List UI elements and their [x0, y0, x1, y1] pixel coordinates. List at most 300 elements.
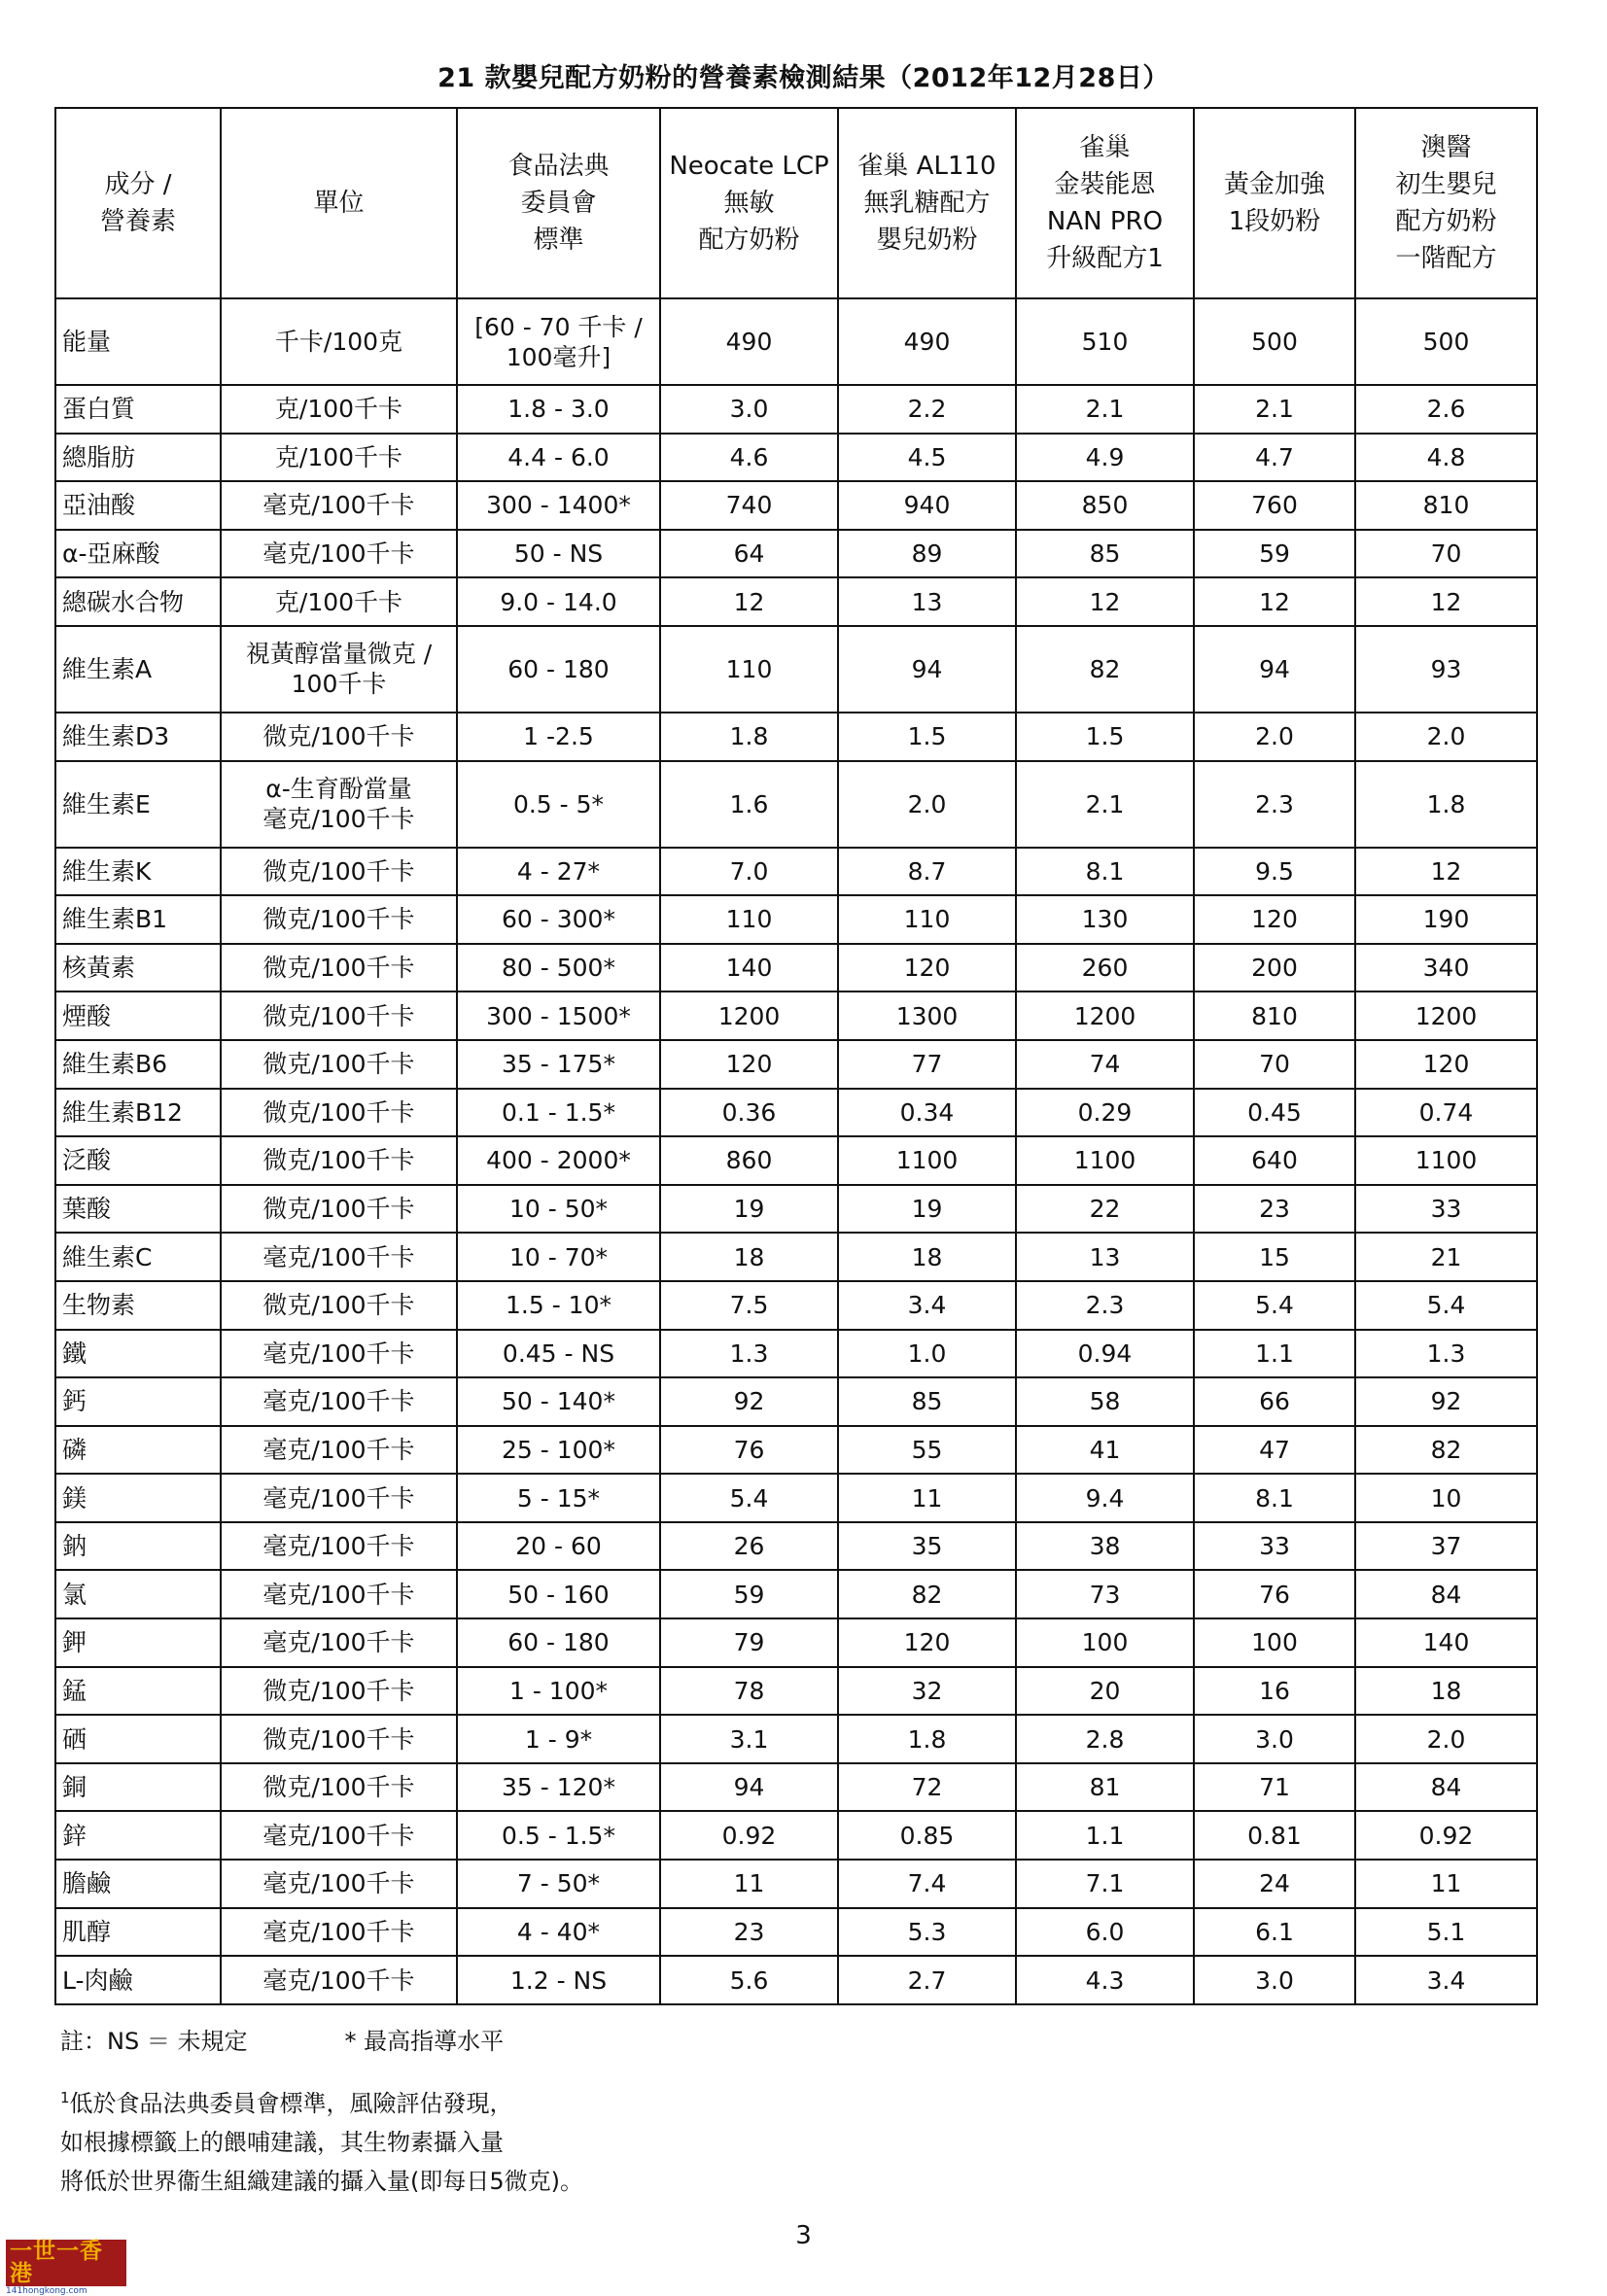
table-row: [55, 298, 1537, 385]
column-header: [1355, 108, 1537, 298]
value-cell: 7.1: [1016, 1860, 1194, 1908]
unit-cell: [221, 1474, 457, 1522]
nutrient-name: 煙酸: [55, 991, 221, 1040]
standard-cell: [457, 577, 660, 626]
value-cell: 110: [660, 895, 838, 944]
value-cell: 100: [1194, 1618, 1355, 1667]
value-cell: 76: [1194, 1570, 1355, 1618]
nutrient-name: L-肉鹼: [55, 1956, 221, 2004]
cell-line: 雀巢 AL110: [857, 152, 996, 181]
table-row: [55, 713, 1537, 761]
watermark-site: 141hongkong.com: [6, 2286, 87, 2296]
cell-line: 雀巢: [1079, 133, 1131, 162]
value-cell: 200: [1194, 944, 1355, 992]
table-row: [55, 577, 1537, 626]
value-cell: 21: [1355, 1233, 1537, 1281]
cell-line: 4.4 - 6.0: [507, 442, 610, 471]
value-cell: 12: [1355, 848, 1537, 896]
value-cell: 84: [1355, 1570, 1537, 1618]
value-cell: 13: [838, 577, 1016, 626]
value-cell: 8.1: [1194, 1474, 1355, 1522]
watermark-logo: [6, 2239, 126, 2296]
unit-cell: [221, 1185, 457, 1234]
value-cell: 130: [1016, 895, 1194, 944]
value-cell: 110: [660, 626, 838, 713]
standard-cell: [457, 1089, 660, 1137]
value-cell: 10: [1355, 1474, 1537, 1522]
value-cell: 5.4: [1194, 1281, 1355, 1330]
footnote-line: 低於食品法典委員會標準，風險評估發現，: [69, 2090, 513, 2117]
column-header: [838, 108, 1016, 298]
standard-cell: [457, 1185, 660, 1234]
value-cell: 5.3: [838, 1908, 1016, 1957]
column-header: [660, 108, 838, 298]
value-cell: 12: [1016, 577, 1194, 626]
nutrient-name: 亞油酸: [55, 481, 221, 530]
value-cell: 1200: [1016, 991, 1194, 1040]
cell-line: 0.45 - NS: [502, 1339, 615, 1368]
value-cell: 1.6: [660, 761, 838, 848]
cell-line: 微克/100千卡: [262, 856, 415, 886]
cell-line: 克/100千卡: [274, 442, 403, 471]
table-row: [55, 1426, 1537, 1475]
nutrient-name: 核黃素: [55, 944, 221, 992]
value-cell: 500: [1355, 298, 1537, 385]
standard-cell: [457, 1956, 660, 2004]
value-cell: 3.0: [1194, 1715, 1355, 1763]
standard-cell: [457, 1330, 660, 1378]
nutrient-name: 鈉: [55, 1522, 221, 1571]
value-cell: 70: [1355, 530, 1537, 578]
standard-cell: [457, 1715, 660, 1763]
value-cell: 1100: [838, 1136, 1016, 1185]
value-cell: 24: [1194, 1860, 1355, 1908]
cell-line: 1 -2.5: [523, 722, 594, 751]
value-cell: 4.8: [1355, 434, 1537, 482]
cell-line: 400 - 2000*: [486, 1146, 631, 1175]
value-cell: 2.6: [1355, 385, 1537, 434]
value-cell: 3.0: [660, 385, 838, 434]
value-cell: 2.1: [1016, 761, 1194, 848]
standard-cell: [457, 895, 660, 944]
value-cell: 85: [1016, 530, 1194, 578]
value-cell: 92: [1355, 1377, 1537, 1426]
unit-cell: [221, 1377, 457, 1426]
value-cell: 7.4: [838, 1860, 1016, 1908]
unit-cell: [221, 1330, 457, 1378]
footnote-line: 將低於世界衞生組織建議的攝入量(即每日5微克)。: [60, 2168, 583, 2195]
unit-cell: [221, 848, 457, 896]
cell-line: 25 - 100*: [502, 1435, 615, 1464]
cell-line: 1 - 9*: [524, 1724, 593, 1754]
cell-line: 300 - 1400*: [486, 491, 631, 520]
nutrient-name: 總脂肪: [55, 434, 221, 482]
value-cell: 66: [1194, 1377, 1355, 1426]
value-cell: 3.0: [1194, 1956, 1355, 2004]
cell-line: 60 - 180: [507, 1628, 610, 1657]
cell-line: 毫克/100千卡: [262, 805, 415, 834]
unit-cell: [221, 761, 457, 848]
standard-cell: [457, 1570, 660, 1618]
nutrient-name: 鎂: [55, 1474, 221, 1522]
value-cell: 81: [1016, 1763, 1194, 1812]
cell-line: 7 - 50*: [516, 1869, 601, 1898]
table-row: [55, 1715, 1537, 1763]
cell-line: 50 - NS: [513, 539, 604, 569]
value-cell: 940: [838, 481, 1016, 530]
table-row: [55, 848, 1537, 896]
value-cell: 120: [660, 1040, 838, 1089]
table-row: [55, 895, 1537, 944]
page-number: 3: [795, 2221, 812, 2250]
table-row: [55, 1185, 1537, 1234]
cell-line: 無乳糖配方: [863, 189, 991, 218]
column-header: [1016, 108, 1194, 298]
cell-line: 0.5 - 5*: [512, 789, 605, 818]
nutrient-name: 維生素E: [55, 761, 221, 848]
value-cell: 500: [1194, 298, 1355, 385]
value-cell: 5.4: [1355, 1281, 1537, 1330]
value-cell: 740: [660, 481, 838, 530]
cell-line: 克/100千卡: [274, 587, 403, 616]
cell-line: 微克/100千卡: [262, 1097, 415, 1127]
table-row: [55, 761, 1537, 848]
standard-cell: [457, 1040, 660, 1089]
value-cell: 18: [838, 1233, 1016, 1281]
value-cell: 6.0: [1016, 1908, 1194, 1957]
table-row: [55, 1908, 1537, 1957]
value-cell: 26: [660, 1522, 838, 1571]
footnote-marker: 1: [60, 2089, 70, 2106]
value-cell: 510: [1016, 298, 1194, 385]
value-cell: 9.4: [1016, 1474, 1194, 1522]
value-cell: 0.45: [1194, 1089, 1355, 1137]
value-cell: 2.2: [838, 385, 1016, 434]
value-cell: 9.5: [1194, 848, 1355, 896]
value-cell: 59: [660, 1570, 838, 1618]
value-cell: 0.92: [1355, 1811, 1537, 1860]
watermark-brand: 一世一香港: [6, 2240, 126, 2286]
value-cell: 2.1: [1016, 385, 1194, 434]
cell-line: 微克/100千卡: [262, 1291, 415, 1320]
value-cell: 85: [838, 1377, 1016, 1426]
standard-cell: [457, 761, 660, 848]
column-header: [221, 108, 457, 298]
value-cell: 5.6: [660, 1956, 838, 2004]
footnote-line: 如根據標籤上的餵哺建議，其生物素攝入量: [60, 2129, 504, 2156]
unit-cell: [221, 1956, 457, 2004]
standard-cell: [457, 1522, 660, 1571]
nutrient-name: 磷: [55, 1426, 221, 1475]
value-cell: 4.5: [838, 434, 1016, 482]
table-row: [55, 1763, 1537, 1812]
value-cell: 11: [838, 1474, 1016, 1522]
table-row: [55, 1281, 1537, 1330]
value-cell: 37: [1355, 1522, 1537, 1571]
cell-line: 1 - 100*: [508, 1676, 609, 1705]
table-row: [55, 626, 1537, 713]
value-cell: 1300: [838, 991, 1016, 1040]
value-cell: 640: [1194, 1136, 1355, 1185]
unit-cell: [221, 895, 457, 944]
cell-line: 配方奶粉: [1395, 207, 1497, 236]
cell-line: 毫克/100千卡: [262, 1628, 415, 1657]
value-cell: 0.92: [660, 1811, 838, 1860]
table-row: [55, 1377, 1537, 1426]
cell-line: 1.8 - 3.0: [507, 395, 610, 424]
table-row: [55, 1811, 1537, 1860]
cell-line: 20 - 60: [515, 1532, 602, 1561]
value-cell: 2.7: [838, 1956, 1016, 2004]
unit-cell: [221, 1040, 457, 1089]
unit-cell: [221, 1136, 457, 1185]
cell-line: 標準: [533, 226, 584, 255]
cell-line: 毫克/100千卡: [262, 1483, 415, 1513]
nutrient-name: 維生素B6: [55, 1040, 221, 1089]
standard-cell: [457, 1136, 660, 1185]
value-cell: 1.0: [838, 1330, 1016, 1378]
cell-line: 嬰兒奶粉: [876, 226, 978, 255]
standard-cell: [457, 1426, 660, 1475]
unit-cell: [221, 530, 457, 578]
value-cell: 64: [660, 530, 838, 578]
nutrient-name: 能量: [55, 298, 221, 385]
cell-line: 澳醫: [1420, 133, 1472, 162]
unit-cell: [221, 298, 457, 385]
standard-cell: [457, 1908, 660, 1957]
standard-cell: [457, 1233, 660, 1281]
value-cell: 490: [660, 298, 838, 385]
value-cell: 0.94: [1016, 1330, 1194, 1378]
value-cell: 3.1: [660, 1715, 838, 1763]
cell-line: 配方奶粉: [698, 226, 800, 255]
value-cell: 810: [1355, 481, 1537, 530]
cell-line: 毫克/100千卡: [262, 1869, 415, 1898]
value-cell: 5.1: [1355, 1908, 1537, 1957]
cell-line: 單位: [313, 189, 365, 218]
value-cell: 18: [660, 1233, 838, 1281]
standard-cell: [457, 1474, 660, 1522]
nutrient-name: 鉀: [55, 1618, 221, 1667]
unit-cell: [221, 1715, 457, 1763]
table-row: [55, 1570, 1537, 1618]
value-cell: 16: [1194, 1667, 1355, 1716]
table-row: [55, 481, 1537, 530]
value-cell: 20: [1016, 1667, 1194, 1716]
value-cell: 260: [1016, 944, 1194, 992]
cell-line: 80 - 500*: [502, 954, 615, 983]
cell-line: 毫克/100千卡: [262, 1917, 415, 1946]
column-header: [457, 108, 660, 298]
cell-line: 100千卡: [291, 670, 387, 699]
cell-line: 毫克/100千卡: [262, 491, 415, 520]
cell-line: α-生育酚當量: [265, 775, 412, 804]
nutrient-name: 氯: [55, 1570, 221, 1618]
unit-cell: [221, 481, 457, 530]
value-cell: 120: [838, 944, 1016, 992]
cell-line: 成分 /: [104, 170, 172, 199]
value-cell: 11: [660, 1860, 838, 1908]
nutrient-name: 膽鹼: [55, 1860, 221, 1908]
cell-line: 微克/100千卡: [262, 954, 415, 983]
standard-cell: [457, 1860, 660, 1908]
value-cell: 0.29: [1016, 1089, 1194, 1137]
value-cell: 760: [1194, 481, 1355, 530]
value-cell: 55: [838, 1426, 1016, 1475]
unit-cell: [221, 1281, 457, 1330]
nutrient-name: α-亞麻酸: [55, 530, 221, 578]
value-cell: 77: [838, 1040, 1016, 1089]
value-cell: 2.0: [838, 761, 1016, 848]
table-row: [55, 530, 1537, 578]
value-cell: 1.5: [838, 713, 1016, 761]
value-cell: 76: [660, 1426, 838, 1475]
nutrient-name: 鈣: [55, 1377, 221, 1426]
cell-line: 微克/100千卡: [262, 1146, 415, 1175]
value-cell: 1.1: [1016, 1811, 1194, 1860]
standard-cell: [457, 1667, 660, 1716]
nutrient-name: 銅: [55, 1763, 221, 1812]
table-row: [55, 1667, 1537, 1716]
value-cell: 4.6: [660, 434, 838, 482]
cell-line: 5 - 15*: [516, 1483, 601, 1513]
cell-line: 金裝能恩: [1054, 170, 1156, 199]
cell-line: 黃金加強: [1223, 170, 1325, 199]
value-cell: 7.0: [660, 848, 838, 896]
standard-cell: [457, 298, 660, 385]
nutrient-table: [54, 107, 1538, 2005]
unit-cell: [221, 626, 457, 713]
legend: [60, 2024, 583, 2059]
value-cell: 340: [1355, 944, 1537, 992]
cell-line: 10 - 70*: [508, 1242, 609, 1271]
value-cell: 1.3: [660, 1330, 838, 1378]
nutrient-name: 錳: [55, 1667, 221, 1716]
value-cell: 72: [838, 1763, 1016, 1812]
value-cell: 11: [1355, 1860, 1537, 1908]
value-cell: 41: [1016, 1426, 1194, 1475]
cell-line: 300 - 1500*: [486, 1001, 631, 1030]
nutrient-name: 維生素B12: [55, 1089, 221, 1137]
value-cell: 0.85: [838, 1811, 1016, 1860]
value-cell: 74: [1016, 1040, 1194, 1089]
table-row: [55, 1136, 1537, 1185]
nutrient-name: 維生素C: [55, 1233, 221, 1281]
cell-line: 微克/100千卡: [262, 1050, 415, 1079]
cell-line: 微克/100千卡: [262, 1001, 415, 1030]
cell-line: [60 - 70 千卡 /: [474, 312, 643, 341]
value-cell: 1200: [1355, 991, 1537, 1040]
cell-line: 食品法典: [507, 152, 610, 181]
value-cell: 33: [1355, 1185, 1537, 1234]
cell-line: 毫克/100千卡: [262, 1339, 415, 1368]
standard-cell: [457, 434, 660, 482]
table-row: [55, 1956, 1537, 2004]
nutrient-name: 硒: [55, 1715, 221, 1763]
cell-line: 視黃醇當量微克 /: [245, 640, 433, 669]
value-cell: 92: [660, 1377, 838, 1426]
value-cell: 23: [1194, 1185, 1355, 1234]
value-cell: 1.8: [838, 1715, 1016, 1763]
cell-line: 50 - 160: [507, 1580, 610, 1609]
unit-cell: [221, 713, 457, 761]
value-cell: 18: [1355, 1667, 1537, 1716]
table-row: [55, 1089, 1537, 1137]
value-cell: 8.7: [838, 848, 1016, 896]
column-header: [1194, 108, 1355, 298]
footnote: [60, 2078, 583, 2201]
value-cell: 58: [1016, 1377, 1194, 1426]
unit-cell: [221, 1763, 457, 1812]
value-cell: 19: [838, 1185, 1016, 1234]
value-cell: 94: [660, 1763, 838, 1812]
table-row: [55, 1860, 1537, 1908]
value-cell: 110: [838, 895, 1016, 944]
value-cell: 140: [1355, 1618, 1537, 1667]
value-cell: 140: [660, 944, 838, 992]
cell-line: 毫克/100千卡: [262, 539, 415, 569]
table-row: [55, 1522, 1537, 1571]
cell-line: 毫克/100千卡: [262, 1580, 415, 1609]
column-header: [55, 108, 221, 298]
value-cell: 3.4: [1355, 1956, 1537, 2004]
unit-cell: [221, 577, 457, 626]
value-cell: 71: [1194, 1763, 1355, 1812]
value-cell: 1.3: [1355, 1330, 1537, 1378]
unit-cell: [221, 1860, 457, 1908]
value-cell: 89: [838, 530, 1016, 578]
cell-line: 0.1 - 1.5*: [502, 1097, 615, 1127]
value-cell: 2.3: [1194, 761, 1355, 848]
cell-line: 毫克/100千卡: [262, 1821, 415, 1850]
table-row: [55, 385, 1537, 434]
cell-line: 4 - 27*: [516, 856, 601, 886]
value-cell: 4.7: [1194, 434, 1355, 482]
cell-line: 60 - 300*: [502, 905, 615, 934]
nutrient-name: 維生素A: [55, 626, 221, 713]
cell-line: 35 - 175*: [502, 1050, 615, 1079]
nutrient-name: 蛋白質: [55, 385, 221, 434]
unit-cell: [221, 385, 457, 434]
cell-line: Neocate LCP: [669, 152, 829, 181]
page-title: 21 款嬰兒配方奶粉的營養素檢測結果（2012年12月28日）: [437, 63, 1170, 93]
cell-line: 4 - 40*: [516, 1917, 601, 1946]
cell-line: 毫克/100千卡: [262, 1387, 415, 1416]
value-cell: 13: [1016, 1233, 1194, 1281]
standard-cell: [457, 1811, 660, 1860]
value-cell: 1.5: [1016, 713, 1194, 761]
value-cell: 2.3: [1016, 1281, 1194, 1330]
nutrient-name: 泛酸: [55, 1136, 221, 1185]
standard-cell: [457, 1618, 660, 1667]
nutrient-name: 鐵: [55, 1330, 221, 1378]
value-cell: 12: [1194, 577, 1355, 626]
cell-line: 毫克/100千卡: [262, 1966, 415, 1995]
standard-cell: [457, 1281, 660, 1330]
table-row: [55, 1040, 1537, 1089]
notes: [60, 2024, 583, 2201]
value-cell: 23: [660, 1908, 838, 1957]
standard-cell: [457, 385, 660, 434]
unit-cell: [221, 1908, 457, 1957]
cell-line: 60 - 180: [507, 654, 610, 683]
nutrient-name: 維生素B1: [55, 895, 221, 944]
value-cell: 73: [1016, 1570, 1194, 1618]
value-cell: 0.36: [660, 1089, 838, 1137]
cell-line: 1段奶粉: [1228, 207, 1321, 236]
unit-cell: [221, 1570, 457, 1618]
value-cell: 70: [1194, 1040, 1355, 1089]
